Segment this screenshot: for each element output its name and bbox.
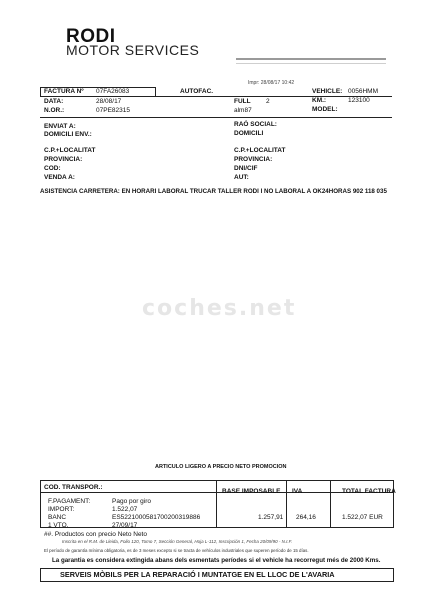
domicili-env-label: DOMICILI ENV.: <box>44 131 92 138</box>
company-logo-name: RODI <box>66 26 116 47</box>
registry-note: Inscrita en el R.M. de Lleida, Folio 120, Tomo 7, Sección General, Hoja L-112, Inscripción 1, Fecha 20/09/90 - N.I.F. <box>62 539 293 544</box>
warranty-note: La garantia es considera extingida abans dels esmentats períodes si el vehicle ha recorregut més de 2000 Kms. <box>52 557 381 564</box>
totals-divider-1 <box>216 480 217 527</box>
total-value: 1.522,07 EUR <box>342 514 383 521</box>
total-label: TOTAL FACTURA <box>342 488 396 495</box>
fpagament-value: Pago por giro <box>112 498 152 505</box>
km-value: 123100 <box>348 97 370 104</box>
base-label: BASE IMPOSABLE <box>222 488 281 495</box>
autofac-label: AUTOFAC. <box>180 88 214 95</box>
iva-value: 264,16 <box>296 514 316 521</box>
rao-social-label: RAÓ SOCIAL: <box>234 121 277 128</box>
company-address-line-2 <box>236 63 386 64</box>
km-label: KM.: <box>312 97 327 104</box>
import-label: IMPORT: <box>48 506 75 513</box>
company-address-line <box>236 58 386 60</box>
domicili-label: DOMICILI <box>234 130 264 137</box>
article-note: ARTICULO LIGERO A PRECIO NETO PROMOCION <box>155 464 287 470</box>
warranty-small-note: El período de garantía mínima obligatoria, es de 3 meses excepto si se tracta de vehículos industriales que superen período de 15 días. <box>44 548 309 553</box>
iva-label: IVA <box>292 488 303 495</box>
model-label: MODEL: <box>312 106 338 113</box>
aut-label: AUT: <box>234 174 249 181</box>
vto-label: 1 VTO. <box>48 522 69 529</box>
cp-label: C.P.+LOCALITAT <box>44 147 96 154</box>
assistance-notice: ASISTENCIA CARRETERA: EN HORARI LABORAL TRUCAR TALLER RODI I NO LABORAL A OK24HORAS 902 118 035 <box>40 188 387 195</box>
data-label: DATA: <box>44 98 64 105</box>
nor-label: N.OR.: <box>44 107 65 114</box>
productos-note: ##. Productos con precio Neto Neto <box>44 531 147 538</box>
import-value: 1.522,07 <box>112 506 138 513</box>
provincia2-label: PROVINCIA: <box>234 156 273 163</box>
banc-label: BANC <box>48 514 67 521</box>
print-timestamp: Impr: 28/08/17 10:42 <box>248 80 295 86</box>
factura-label: FACTURA Nº <box>44 88 84 95</box>
dni-label: DNI/CIF <box>234 165 258 172</box>
vehicle-label: VEHICLE: <box>312 88 343 95</box>
fpagament-label: F.PAGAMENT: <box>48 498 91 505</box>
company-logo-subtitle: MOTOR SERVICES <box>66 42 200 58</box>
factura-value: 07FA26083 <box>96 88 130 95</box>
cod-transpor-label: COD. TRANSPOR.: <box>44 484 103 491</box>
cod-label: COD: <box>44 165 61 172</box>
enviat-label: ENVIAT A: <box>44 123 76 130</box>
watermark: coches.net <box>142 296 297 321</box>
base-value: 1.257,91 <box>258 514 284 521</box>
banc-value: ES5221000581700200319886 <box>112 514 201 521</box>
cp2-label: C.P.+LOCALITAT <box>234 147 286 154</box>
full-label: FULL <box>234 98 251 105</box>
vehicle-value: 0056HMM <box>348 88 378 95</box>
totals-divider-3 <box>330 480 331 527</box>
services-text: SERVEIS MÒBILS PER LA REPARACIÓ I MUNTATGE EN EL LLOC DE L'AVARIA <box>60 570 335 579</box>
full-value: 2 <box>266 98 270 105</box>
provincia-label: PROVINCIA: <box>44 156 83 163</box>
venda-label: VENDA A: <box>44 174 75 181</box>
header-divider <box>40 96 392 97</box>
vto-value: 27/09/17 <box>112 522 138 529</box>
totals-divider-2 <box>286 480 287 527</box>
data-value: 28/08/17 <box>96 98 122 105</box>
nor-value: 07PE82315 <box>96 107 130 114</box>
client-top-line <box>40 117 392 118</box>
alm-value: alm87 <box>234 107 252 114</box>
